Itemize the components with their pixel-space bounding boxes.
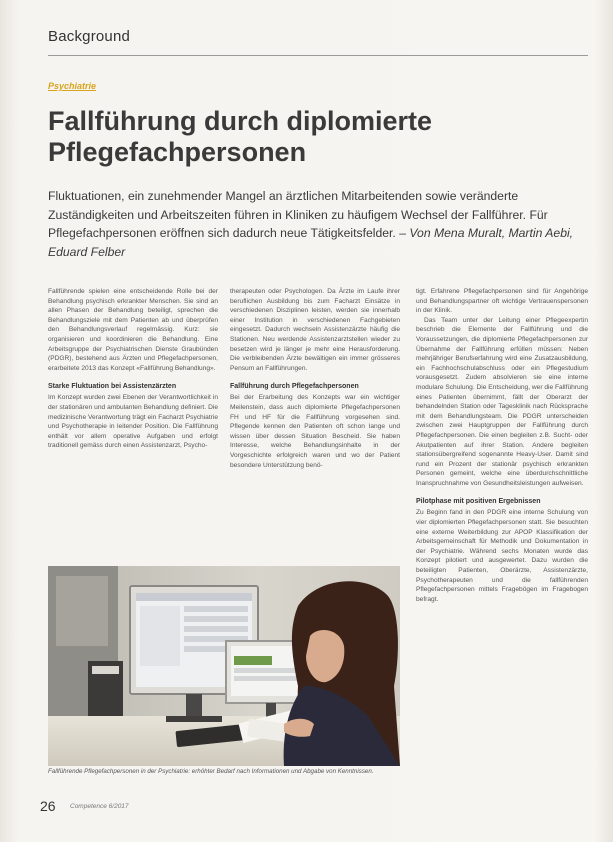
paragraph: Das Team unter der Leitung einer Pflegeexpertin beschrieb die Elemente der Fallführung und die Voraussetzungen, die diplomierte Pflegefachpersonen zur Übernahme der Fallführung erfüllen müssen: Neben mehrjähriger Berufserfahrung wird eine Zusatzausbildung, ein Fachhochschulabschluss oder ein Pflegestudium vorausgesetzt. Zudem absolvieren sie eine interne modulare Schulung. Die Entscheidung, wer die Fallführung eines Patienten übernimmt, fällt der Oberarzt der behandelnden Station oder Tagesklinik nach Rücksprache mit dem Behandlungsteam. Die PDGR unterscheiden zwischen zwei Hauptgruppen der Fallführung durch Pflegefachpersonen. Die einen begleiten z.B. Sucht- oder Akutpatienten auf ihrer Station. Andere begleiten stationsübergreifend sogenannte Heavy-User. Damit sind rund ein Prozent der stationär psychisch erkrankten Personen gemeint, welche eine überdurchschnittliche Inanspruchnahme von Gesundheitsleistungen aufweisen.	[416, 316, 588, 487]
subheading: Fallführung durch Pflegefachpersonen	[230, 383, 359, 391]
section-label: Background	[48, 28, 131, 45]
photo-caption: Fallführende Pflegefachpersonen in der Psychiatrie: erhöhter Bedarf nach Informationen und Abgabe von Kenntnissen.	[48, 768, 374, 775]
column-2	[230, 287, 400, 557]
authors: Von Mena Muralt, Martin Aebi, Eduard Felber	[48, 226, 574, 259]
kicker: Psychiatrie	[48, 81, 97, 91]
lead-text: Fluktuationen, ein zunehmender Mangel an ärztlichen Mitarbeitenden sowie veränderte Zuständigkeiten und Arbeitszeiten führen in Kliniken zu häufigem Wechsel der Fallführer. Für Pflegefachpersonen eröffnen sich dadurch neue Tätigkeitsfelder. –	[48, 189, 548, 240]
paragraph: Bei der Erarbeitung des Konzepts war ein wichtiger Meilenstein, dass auch diplomierte Pflegefachpersonen FH und HF für die Fallführung vorgesehen sind. Pflegende kennen den Patienten oft schon lange und wissen über dessen Situation Bescheid. Sie haben Interesse, welche Behandlungsinhalte in der Vorgeschichte erfolgreich waren und wo der Patient besondere Unterstützung benö-	[230, 394, 400, 469]
column-3	[416, 287, 588, 777]
headline: Fallführung durch diplomierte Pflegefachpersonen	[48, 106, 432, 167]
page-number: 26	[40, 798, 56, 814]
paragraph: Fallführende spielen eine entscheidende Rolle bei der Behandlung psychisch erkrankter Menschen. Sie sind an allen Phasen der Behandlung beteiligt, sprechen die Behandlungsziele mit dem Patienten ab und überprüfen den Behandlungsverlauf regelmässig. Kurz: sie organisieren und koordinieren die Behandlung. Eine Arbeitsgruppe der Psychiatrischen Dienste Graubünden (PDGR), bestehend aus Ärzten und Pflegefachpersonen, erarbeitete 2013 das Konzept «Fallführung Behandlung».	[48, 288, 218, 372]
magazine-issue: Competence 6/2017	[70, 803, 129, 810]
lead-paragraph	[48, 187, 588, 261]
article-photo	[48, 566, 400, 766]
column-1	[48, 287, 218, 557]
subheading: Starke Fluktuation bei Assistenzärzten	[48, 383, 177, 391]
paragraph: therapeuten oder Psychologen. Da Ärzte im Laufe ihrer beruflichen Ausbildung bis zum Facharzt Einsätze in verschiedenen Disziplinen leisten, werden sie innerhalb einer Institution in verschiedenen Fachgebieten eingesetzt. Dadurch wechseln Assistenzärzte häufig die Stationen. Neu werdende Assistenzarztstellen wieder zu besetzen wird je länger je mehr eine Herausforderung. Die verbleibenden Ärzte bewältigen ein immer grösseres Pensum an Fallführungen.	[230, 288, 400, 372]
paragraph: Zu Beginn fand in den PDGR eine interne Schulung von vier diplomierten Pflegefachpersonen statt. Sie besuchten eine externe Weiterbildung zur APOP Klassifikation der Arbeitsgemeinschaft für Methodik und Dokumentation in der Psychiatrie. Während sechs Monaten wurde das Konzept pilotiert und ausgewertet. Dazu wurden die beteiligten Patienten, Oberärzte, Assistenzärzte, Psychotherapeuten und die fallführenden Pflegefachpersonen mittels Fragebögen im Fragebogen befragt.	[416, 509, 588, 603]
paragraph: tigt. Erfahrene Pflegefachpersonen sind für Angehörige und Behandlungspartner oft wichtige Vertrauenspersonen in der Klinik.	[416, 288, 588, 315]
header-rule	[48, 55, 588, 56]
subheading: Pilotphase mit positiven Ergebnissen	[416, 498, 541, 506]
paragraph: Im Konzept wurden zwei Ebenen der Verantwortlichkeit in der stationären und ambulanten Behandlung definiert. Die medizinische Verantwortung trägt ein Facharzt Psychiatrie und Psychotherapie in leitender Position. Die Fallführung enthält vor allem operative Aufgaben und erfolgt traditionell gemäss durch einen Assistenzarzt, Psycho-	[48, 394, 218, 450]
photo-illustration	[48, 566, 400, 766]
